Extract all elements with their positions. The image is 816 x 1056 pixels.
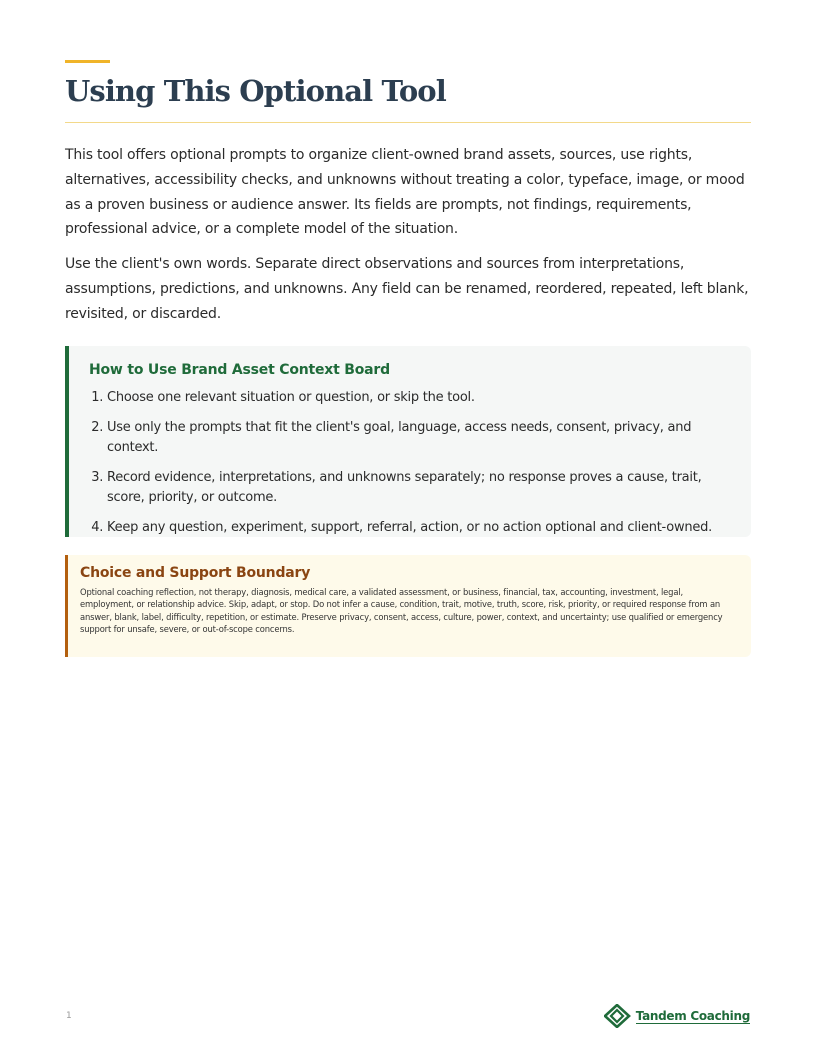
how-to-step: 2. Use only the prompts that fit the client's goal, language, access needs, consent, privacy, and context. (107, 418, 735, 459)
title-divider (65, 122, 751, 123)
page-title: Using This Optional Tool (65, 74, 446, 108)
how-to-step: 1. Choose one relevant situation or question, or skip the tool. (107, 388, 735, 409)
brand-name: Tandem Coaching (635, 1008, 750, 1023)
boundary-text: Optional coaching reflection, not therapy, diagnosis, medical care, a validated assessment, or business, financial, tax, accounting, investment, legal, employment, or relationship advice. Skip, adapt, or stop. Do not infer a cause, condition, trait, motive, truth, score, risk, priority, or required response from an answer, blank, label, difficulty, repetition, or estimate. Preserve privacy, consent, access, culture, power, context, and uncertainty; use qualified or emergency support for unsafe, severe, or out-of-scope concerns. (80, 587, 723, 635)
how-to-steps (89, 388, 735, 538)
intro-paragraph: This tool offers optional prompts to organize client-owned brand assets, sources, use rights, alternatives, accessibility checks, and unknowns without treating a color, typeface, image, or mood as a proven business or audience answer. Its fields are prompts, not findings, requirements, professional advice, or a complete model of the situation. (65, 147, 745, 238)
how-to-step: 4. Keep any question, experiment, support, referral, action, or no action optional and client-owned. (107, 518, 735, 539)
intro-paragraph: Use the client's own words. Separate direct observations and sources from interpretations, assumptions, predictions, and unknowns. Any field can be renamed, reordered, repeated, left blank, revisited, or discarded. (65, 256, 749, 322)
how-to-callout (65, 346, 751, 537)
brand-logo (604, 1004, 750, 1028)
how-to-title: How to Use Brand Asset Context Board (89, 362, 390, 378)
intro-section (65, 143, 755, 337)
boundary-title: Choice and Support Boundary (80, 565, 311, 581)
title-accent-rule (65, 60, 110, 63)
diamond-logo-icon (604, 1004, 632, 1028)
boundary-callout (65, 555, 751, 657)
page-number: 1 (66, 1011, 72, 1021)
how-to-step: 3. Record evidence, interpretations, and unknowns separately; no response proves a cause, trait, score, priority, or outcome. (107, 468, 735, 509)
